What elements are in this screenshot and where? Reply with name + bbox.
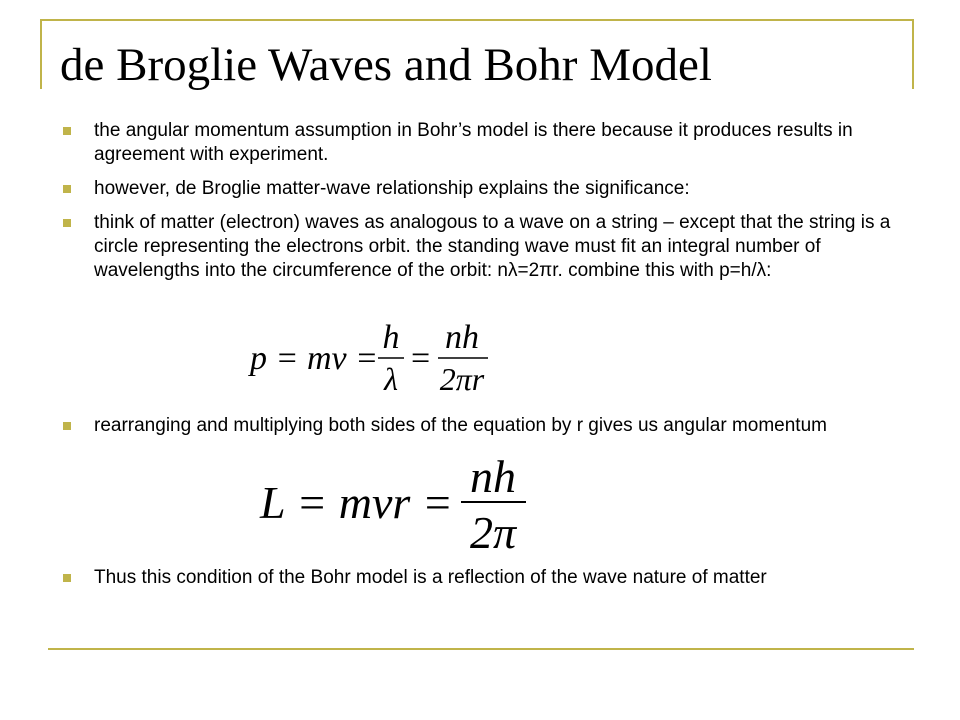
bullet-text: think of matter (electron) waves as analogous to a wave on a string – except that the string is a circle representing the electrons orbit. the standing wave must fit an integral number of wavelengths into the circumference of the orbit: nλ=2πr. combine this with p=h/λ:: [94, 212, 891, 281]
bullet-marker: [63, 127, 71, 135]
frame-top-rule: [42, 19, 914, 21]
bullet-text: however, de Broglie matter-wave relationship explains the significance:: [94, 178, 690, 199]
frame-bottom-rule: [48, 648, 914, 650]
bullet-marker: [63, 185, 71, 193]
frame-right-rule: [912, 19, 914, 89]
fraction-numerator: nh: [470, 451, 516, 502]
equation-lhs: L = mvr =: [260, 477, 453, 528]
fraction-numerator: h: [382, 319, 400, 356]
fraction-denominator: 2π: [469, 507, 517, 558]
slide-title: de Broglie Waves and Bohr Model: [60, 39, 712, 91]
bullet-text: Thus this condition of the Bohr model is a reflection of the wave nature of matter: [94, 567, 767, 588]
fraction-denominator: λ: [384, 361, 398, 397]
equals-sign: =: [411, 340, 431, 377]
momentum-equation: [248, 318, 498, 396]
fraction-denominator: 2πr: [439, 361, 485, 397]
bullet-marker: [63, 574, 71, 582]
equation-lhs: p = mv =: [250, 340, 379, 377]
bullet-marker: [63, 219, 71, 227]
bullet-marker: [63, 422, 71, 430]
fraction-numerator: nh: [445, 319, 479, 356]
angular-momentum-equation: [258, 452, 538, 557]
bullet-text: rearranging and multiplying both sides of the equation by r gives us angular momentum: [94, 415, 827, 436]
frame-left-rule: [40, 19, 42, 89]
bullet-text: the angular momentum assumption in Bohr’s model is there because it produces results in agreement with experiment.: [94, 120, 853, 165]
